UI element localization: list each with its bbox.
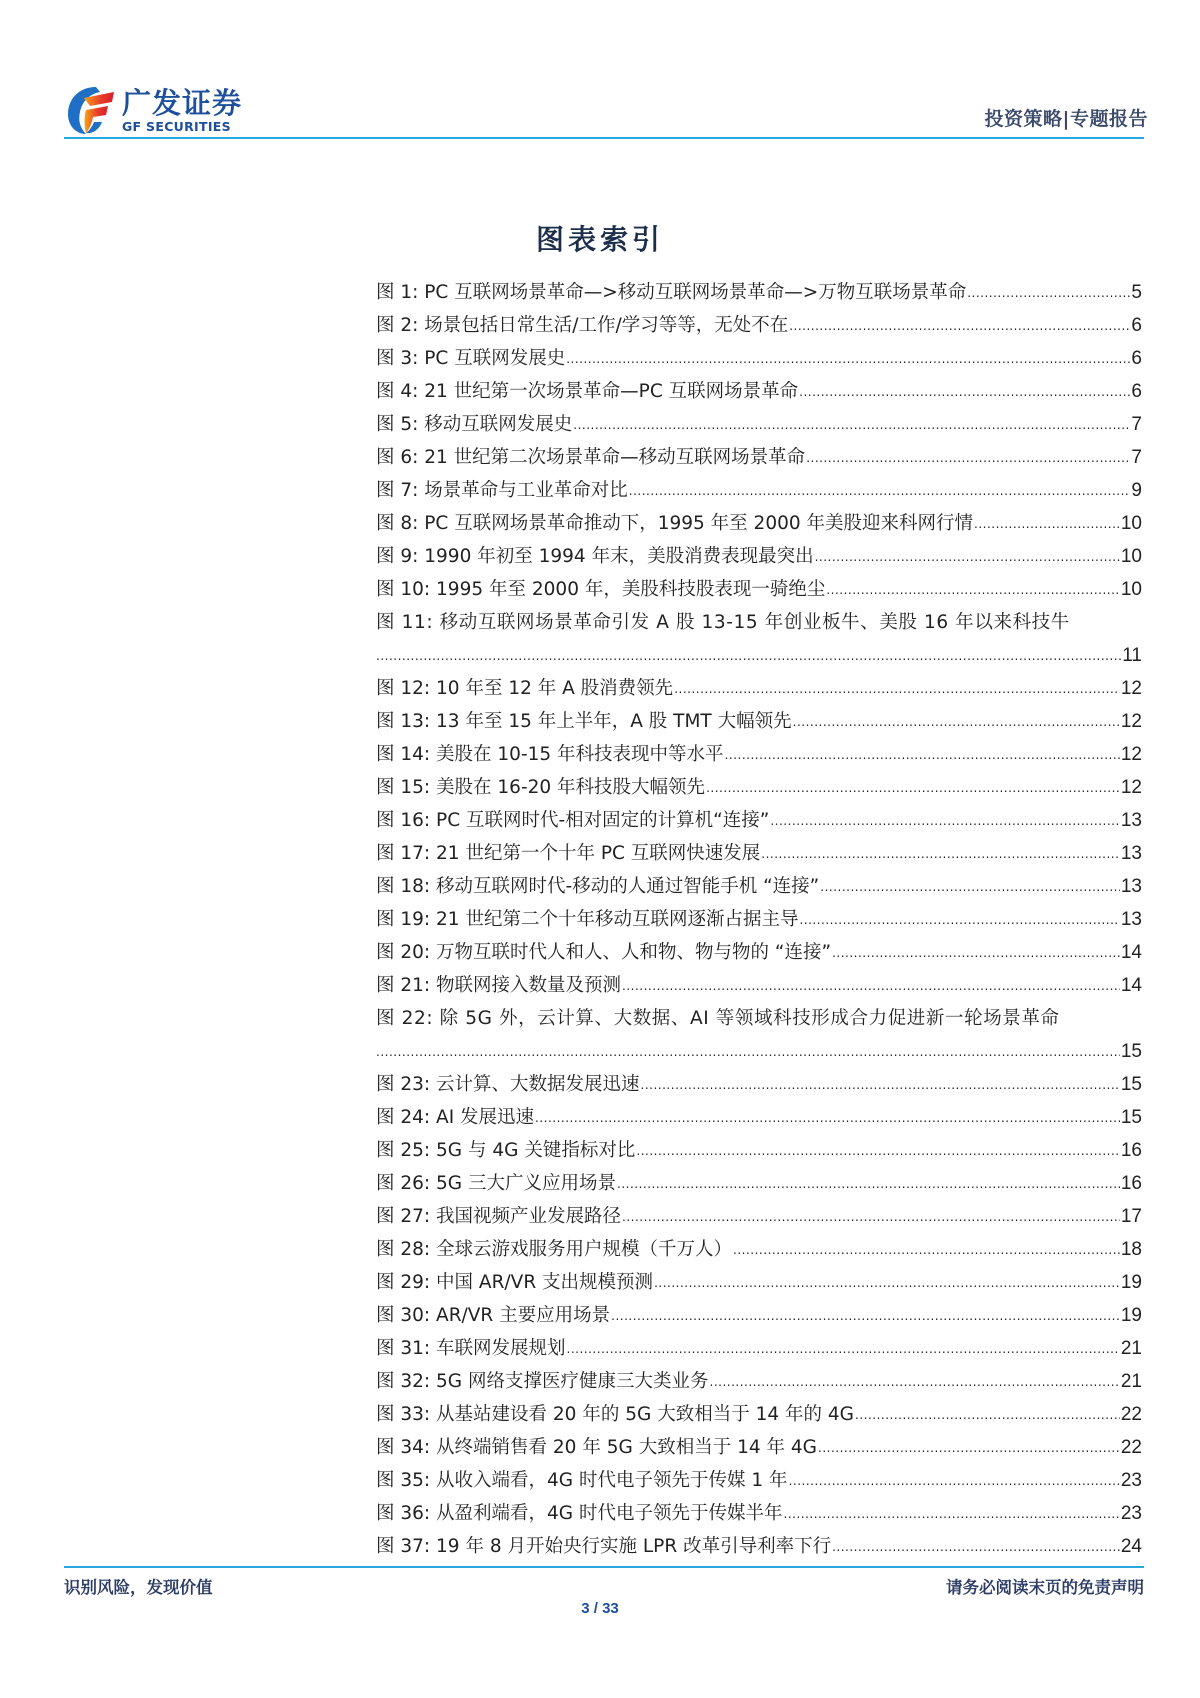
toc-entry-label: 图 23: 云计算、大数据发展迅速 [376, 1074, 640, 1095]
dot-leader [789, 1473, 1120, 1493]
gf-logo-icon [66, 84, 116, 136]
toc-entry-label: 图 13: 13 年至 15 年上半年，A 股 TMT 大幅领先 [376, 711, 792, 732]
toc-entry[interactable] [376, 602, 1142, 635]
toc-entry-label: 图 9: 1990 年初至 1994 年末，美股消费表现最突出 [376, 546, 814, 567]
toc-entry-page: 19 [1120, 1305, 1142, 1326]
toc-entry-page: 18 [1120, 1239, 1142, 1260]
dot-leader [733, 1242, 1120, 1262]
toc-entry-page: 6 [1131, 348, 1142, 369]
toc-entry-page: 14 [1120, 975, 1142, 996]
toc-entry[interactable] [376, 1328, 1142, 1361]
toc-entry-page: 22 [1120, 1437, 1142, 1458]
toc-entry-label: 图 21: 物联网接入数量及预测 [376, 975, 622, 996]
toc-entry[interactable] [376, 899, 1142, 932]
dot-leader [573, 417, 1130, 437]
dot-leader [761, 846, 1120, 866]
dot-leader [793, 714, 1120, 734]
toc-entry[interactable] [376, 272, 1142, 305]
dot-leader [674, 681, 1120, 701]
toc-entry-page: 22 [1120, 1404, 1142, 1425]
toc-entry[interactable] [376, 1493, 1142, 1526]
toc-entry-label: 图 15: 美股在 16-20 年科技股大幅领先 [376, 777, 706, 798]
toc-entry-page: 16 [1120, 1173, 1142, 1194]
toc-entry[interactable] [376, 536, 1142, 569]
footer-disclaimer-notice: 请务必阅读末页的免责声明 [946, 1578, 1144, 1597]
toc-entry-label: 图 6: 21 世纪第二次场景革命—移动互联网场景革命 [376, 447, 806, 468]
logo-english-name: GF SECURITIES [122, 118, 231, 134]
toc-entry-label: 图 20: 万物互联时代人和人、人和物、物与物的 “连接” [376, 942, 832, 963]
toc-entry-page: 10 [1120, 579, 1142, 600]
toc-entry-page: 24 [1120, 1536, 1142, 1557]
toc-entry-label: 图 4: 21 世纪第一次场景革命—PC 互联网场景革命 [376, 381, 799, 402]
toc-entry-page: 15 [1120, 1074, 1142, 1095]
toc-entry-label: 图 30: AR/VR 主要应用场景 [376, 1305, 611, 1326]
dot-leader [806, 450, 1130, 470]
toc-entry[interactable] [376, 503, 1142, 536]
dot-leader [654, 1275, 1120, 1295]
toc-entry-page: 6 [1131, 315, 1142, 336]
footer-slogan: 识别风险，发现价值 [64, 1578, 213, 1597]
toc-entry[interactable] [376, 701, 1142, 734]
dot-leader [376, 648, 1121, 668]
toc-entry[interactable] [376, 470, 1142, 503]
toc-entry-label: 图 18: 移动互联网时代-移动的人通过智能手机 “连接” [376, 876, 820, 897]
toc-entry-label: 图 10: 1995 年至 2000 年，美股科技股表现一骑绝尘 [376, 579, 826, 600]
toc-entry-page: 21 [1120, 1371, 1142, 1392]
dot-leader [820, 879, 1120, 899]
dot-leader [967, 285, 1130, 305]
dot-leader [855, 1407, 1120, 1427]
toc-entry[interactable] [376, 800, 1142, 833]
toc-entry-label: 图 27: 我国视频产业发展路径 [376, 1206, 622, 1227]
toc-entry-label: 图 12: 10 年至 12 年 A 股消费领先 [376, 678, 674, 699]
toc-entry-page: 12 [1120, 777, 1142, 798]
toc-entry-label: 图 35: 从收入端看，4G 时代电子领先于传媒 1 年 [376, 1470, 788, 1491]
toc-entry-page: 23 [1120, 1470, 1142, 1491]
dot-leader [611, 1308, 1120, 1328]
toc-entry-page: 13 [1120, 909, 1142, 930]
toc-entry[interactable] [376, 734, 1142, 767]
footer-divider [64, 1566, 1144, 1568]
dot-leader [832, 1539, 1120, 1559]
figure-index-list [376, 272, 1142, 1559]
toc-entry-page: 5 [1131, 282, 1142, 303]
toc-entry-label: 图 34: 从终端销售看 20 年 5G 大致相当于 14 年 4G [376, 1437, 817, 1458]
dot-leader [641, 1077, 1120, 1097]
page-header [0, 0, 1200, 150]
dot-leader [617, 1176, 1120, 1196]
toc-entry[interactable] [376, 338, 1142, 371]
dot-leader [566, 351, 1130, 371]
dot-leader [784, 1506, 1120, 1526]
toc-entry-page: 14 [1120, 942, 1142, 963]
dot-leader [725, 747, 1120, 767]
toc-entry-label: 图 7: 场景革命与工业革命对比 [376, 480, 628, 501]
dot-leader [799, 912, 1119, 932]
toc-entry-page: 23 [1120, 1503, 1142, 1524]
toc-entry-label: 图 3: PC 互联网发展史 [376, 348, 566, 369]
toc-entry[interactable] [376, 569, 1142, 602]
toc-entry-label: 图 19: 21 世纪第二个十年移动互联网逐渐占据主导 [376, 909, 799, 930]
toc-entry[interactable] [376, 1427, 1142, 1460]
toc-entry-label: 图 33: 从基站建设看 20 年的 5G 大致相当于 14 年的 4G [376, 1404, 854, 1425]
toc-entry[interactable] [376, 404, 1142, 437]
toc-entry-page: 15 [1120, 1041, 1142, 1062]
toc-entry-label: 图 8: PC 互联网场景革命推动下，1995 年至 2000 年美股迎来科网行情 [376, 513, 974, 534]
dot-leader [629, 483, 1131, 503]
dot-leader [622, 978, 1120, 998]
toc-entry-label: 图 26: 5G 三大广义应用场景 [376, 1173, 617, 1194]
dot-leader [770, 813, 1120, 833]
logo-chinese-name: 广发证券 [122, 85, 243, 120]
dot-leader [974, 516, 1120, 536]
dot-leader [535, 1110, 1120, 1130]
toc-entry-page: 9 [1131, 480, 1142, 501]
toc-entry-page: 10 [1120, 546, 1142, 567]
dot-leader [818, 1440, 1120, 1460]
toc-entry-label: 图 1: PC 互联网场景革命—>移动互联网场景革命—>万物互联场景革命 [376, 282, 967, 303]
toc-entry[interactable] [376, 1064, 1142, 1097]
toc-entry[interactable] [376, 767, 1142, 800]
toc-entry-label: 图 28: 全球云游戏服务用户规模（千万人） [376, 1239, 733, 1260]
toc-entry-page: 12 [1120, 678, 1142, 699]
toc-entry-page: 10 [1120, 513, 1142, 534]
toc-entry-page: 17 [1120, 1206, 1142, 1227]
toc-entry[interactable] [376, 965, 1142, 998]
toc-entry[interactable] [376, 1130, 1142, 1163]
toc-entry[interactable] [376, 1262, 1142, 1295]
toc-entry-label: 图 2: 场景包括日常生活/工作/学习等等，无处不在 [376, 315, 789, 336]
toc-entry[interactable] [376, 371, 1142, 404]
toc-entry[interactable] [376, 1295, 1142, 1328]
toc-entry-continuation[interactable] [376, 635, 1142, 668]
dot-leader [789, 318, 1130, 338]
toc-entry[interactable] [376, 1460, 1142, 1493]
page-title: 图表索引 [535, 223, 664, 256]
toc-entry[interactable] [376, 437, 1142, 470]
dot-leader [799, 384, 1130, 404]
toc-entry-label: 图 37: 19 年 8 月开始央行实施 LPR 改革引导利率下行 [376, 1536, 832, 1557]
toc-entry-label: 图 22: 除 5G 外，云计算、大数据、AI 等领域科技形成合力促进新一轮场景革命 [376, 1008, 1060, 1029]
toc-entry-page: 13 [1120, 843, 1142, 864]
dot-leader [636, 1143, 1119, 1163]
toc-entry-label: 图 25: 5G 与 4G 关键指标对比 [376, 1140, 636, 1161]
toc-entry[interactable] [376, 668, 1142, 701]
dot-leader [710, 1374, 1120, 1394]
toc-entry-label: 图 14: 美股在 10-15 年科技表现中等水平 [376, 744, 724, 765]
toc-entry-label: 图 24: AI 发展迅速 [376, 1107, 535, 1128]
toc-entry[interactable] [376, 1526, 1142, 1559]
toc-entry[interactable] [376, 932, 1142, 965]
toc-entry[interactable] [376, 1229, 1142, 1262]
toc-entry-label: 图 29: 中国 AR/VR 支出规模预测 [376, 1272, 654, 1293]
dot-leader [706, 780, 1120, 800]
toc-entry[interactable] [376, 998, 1142, 1031]
toc-entry-page: 12 [1120, 711, 1142, 732]
toc-entry-label: 图 31: 车联网发展规划 [376, 1338, 566, 1359]
toc-entry-label: 图 17: 21 世纪第一个十年 PC 互联网快速发展 [376, 843, 761, 864]
toc-entry-label: 图 16: PC 互联网时代-相对固定的计算机“连接” [376, 810, 770, 831]
toc-entry-label: 图 32: 5G 网络支撑医疗健康三大类业务 [376, 1371, 709, 1392]
toc-entry-page: 11 [1122, 645, 1142, 666]
toc-entry[interactable] [376, 1097, 1142, 1130]
toc-entry-page: 7 [1131, 447, 1142, 468]
toc-entry-label: 图 11: 移动互联网场景革命引发 A 股 13-15 年创业板牛、美股 16 年以来科技牛 [376, 612, 1070, 633]
toc-entry-page: 21 [1120, 1338, 1142, 1359]
toc-entry-page: 13 [1120, 810, 1142, 831]
header-divider [64, 137, 1144, 139]
toc-entry-label: 图 5: 移动互联网发展史 [376, 414, 573, 435]
toc-entry[interactable] [376, 305, 1142, 338]
toc-entry-label: 图 36: 从盈利端看，4G 时代电子领先于传媒半年 [376, 1503, 783, 1524]
toc-entry-page: 12 [1120, 744, 1142, 765]
toc-entry[interactable] [376, 1163, 1142, 1196]
dot-leader [567, 1341, 1120, 1361]
report-type-label: 投资策略|专题报告 [984, 108, 1148, 130]
dot-leader [376, 1044, 1120, 1064]
toc-entry[interactable] [376, 833, 1142, 866]
dot-leader [826, 582, 1120, 602]
toc-entry-page: 16 [1120, 1140, 1142, 1161]
dot-leader [622, 1209, 1120, 1229]
gf-securities-logo [66, 84, 242, 136]
toc-entry-page: 7 [1131, 414, 1142, 435]
toc-entry[interactable] [376, 1196, 1142, 1229]
toc-entry-continuation[interactable] [376, 1031, 1142, 1064]
toc-entry[interactable] [376, 1361, 1142, 1394]
toc-entry[interactable] [376, 866, 1142, 899]
toc-entry-page: 6 [1131, 381, 1142, 402]
toc-entry-page: 19 [1120, 1272, 1142, 1293]
toc-entry[interactable] [376, 1394, 1142, 1427]
toc-entry-page: 15 [1120, 1107, 1142, 1128]
dot-leader [832, 945, 1120, 965]
page-indicator: 3 / 33 [581, 1600, 619, 1617]
toc-entry-page: 13 [1120, 876, 1142, 897]
dot-leader [815, 549, 1120, 569]
